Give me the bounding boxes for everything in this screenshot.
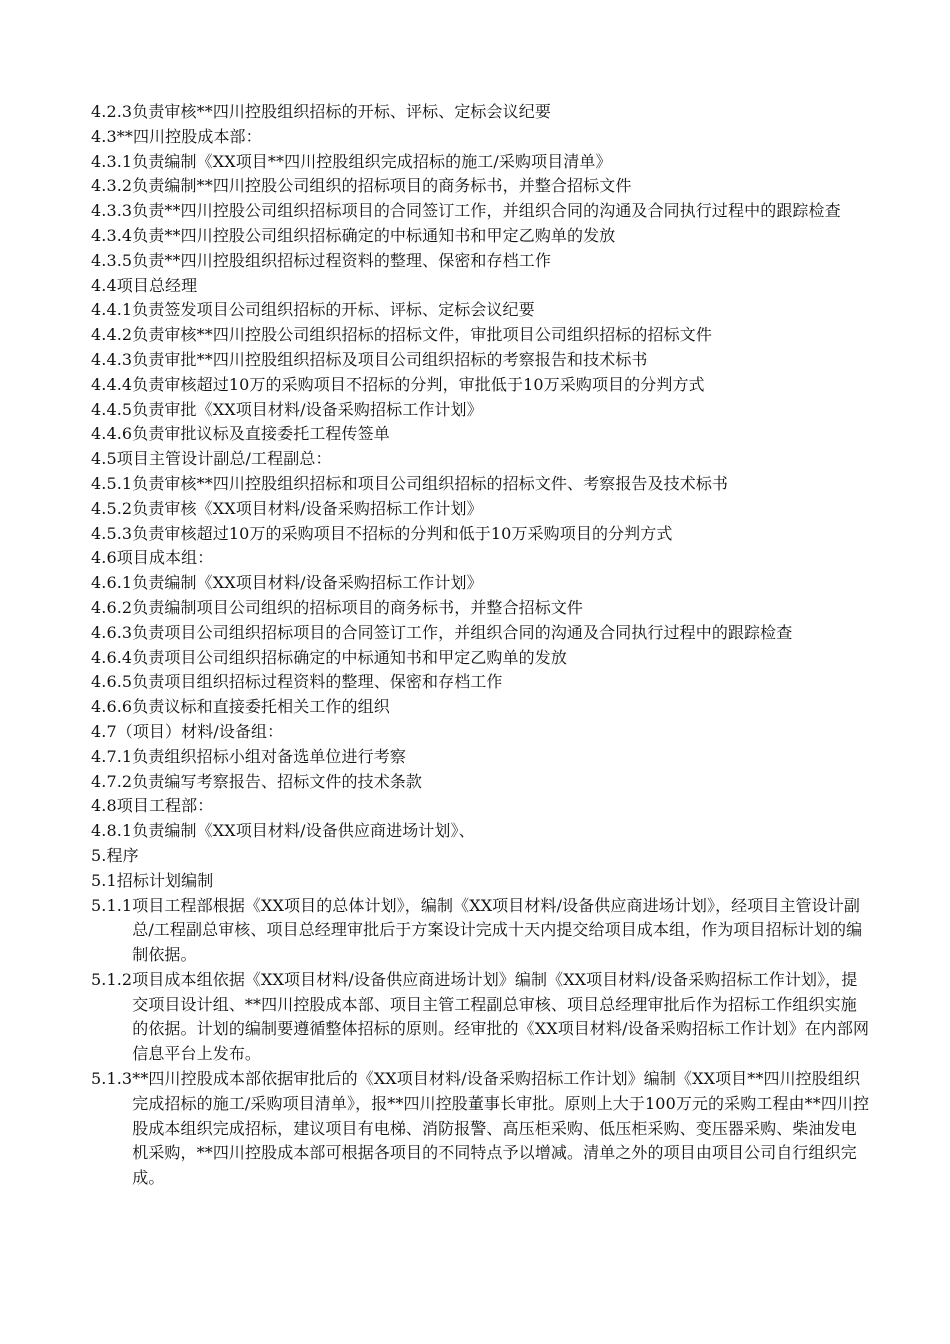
clause-4-6-1 [91, 571, 871, 596]
clause-4-3-2 [91, 174, 871, 199]
clause-number: 4.7.2 [91, 771, 133, 791]
clause-5-1-1 [91, 894, 871, 968]
clause-text: 负责编写考察报告、招标文件的技术条款 [132, 771, 423, 791]
clause-number: 4.6.4 [91, 647, 133, 667]
clause-text: 负责议标和直接委托相关工作的组织 [132, 697, 390, 717]
clause-text: 负责编制项目公司组织的招标项目的商务标书，并整合招标文件 [132, 597, 584, 617]
section-4-6 [91, 546, 871, 571]
clause-4-7-1 [91, 745, 871, 770]
clause-text: 项目工程部： [116, 796, 214, 816]
clause-number: 4.4 [91, 275, 117, 295]
clause-text: 负责编制《XX项目材料/设备采购招标工作计划》 [132, 573, 483, 593]
clause-number: 4.5.1 [91, 473, 133, 493]
clause-text: 负责审核**四川控股组织招标和项目公司组织招标的招标文件、考察报告及技术标书 [132, 473, 729, 493]
clause-4-4-2 [91, 323, 871, 348]
clause-4-4-5 [91, 398, 871, 423]
clause-text: 项目主管设计副总/工程副总： [116, 449, 332, 469]
clause-text: 负责审核超过10万的采购项目不招标的分判，审批低于10万采购项目的分判方式 [132, 374, 705, 394]
section-5 [91, 844, 871, 869]
clause-number: 4.3.4 [91, 225, 133, 245]
clause-number: 5.1.3 [91, 1069, 133, 1089]
clause-number: 4.6.3 [91, 622, 133, 642]
clause-number: 4.4.4 [91, 374, 133, 394]
clause-4-6-5 [91, 670, 871, 695]
section-4-7 [91, 720, 871, 745]
clause-text: 负责编制**四川控股公司组织的招标项目的商务标书，并整合招标文件 [132, 176, 632, 196]
clause-number: 4.3 [91, 126, 117, 146]
clause-text: 负责审批议标及直接委托工程传签单 [132, 424, 390, 444]
clause-text: 负责**四川控股公司组织招标项目的合同签订工作，并组织合同的沟通及合同执行过程中的跟踪检查 [132, 201, 841, 221]
clause-number: 4.6 [91, 548, 117, 568]
clause-text: 负责组织招标小组对备选单位进行考察 [132, 746, 406, 766]
clause-number: 4.6.6 [91, 697, 133, 717]
clause-4-2-3 [91, 100, 871, 125]
clause-number: 4.4.3 [91, 349, 133, 369]
clause-number: 4.2.3 [91, 102, 133, 121]
clause-4-4-4 [91, 373, 871, 398]
clause-text: 项目成本组： [116, 548, 214, 568]
clause-number: 5.1.1 [91, 895, 133, 915]
clause-number: 4.7 [91, 721, 117, 741]
clause-text: 负责审核**四川控股公司组织招标的招标文件，审批项目公司组织招标的招标文件 [132, 325, 712, 345]
clause-number: 4.7.1 [91, 746, 133, 766]
clause-5-1-3 [91, 1067, 871, 1191]
clause-4-4-6 [91, 422, 871, 447]
clause-number: 4.8.1 [91, 821, 133, 841]
clause-number: 5.1 [91, 870, 117, 890]
section-4-8 [91, 794, 871, 819]
clause-number: 5.1.2 [91, 969, 133, 989]
clause-4-3-4 [91, 224, 871, 249]
clause-4-6-4 [91, 646, 871, 671]
clause-number: 4.4.5 [91, 399, 133, 419]
clause-number: 4.3.1 [91, 151, 133, 171]
clause-4-3-1 [91, 150, 871, 175]
clause-text: 项目工程部根据《XX项目的总体计划》，编制《XX项目材料/设备供应商进场计划》，经项目主管设计副总/工程副总审核、项目总经理审批后于方案设计完成十天内提交给项目成本组，作为项目招标计划的编制依据。 [132, 895, 863, 965]
clause-text: 负责审核《XX项目材料/设备采购招标工作计划》 [132, 498, 483, 518]
clause-text: （项目）材料/设备组： [116, 721, 284, 741]
clause-5-1-2 [91, 968, 871, 1067]
clause-4-6-6 [91, 695, 871, 720]
clause-text: 负责签发项目公司组织招标的开标、评标、定标会议纪要 [132, 300, 535, 320]
clause-4-6-2 [91, 596, 871, 621]
clause-4-5-1 [91, 472, 871, 497]
section-4-5 [91, 447, 871, 472]
clause-text: 负责项目公司组织招标确定的中标通知书和甲定乙购单的发放 [132, 647, 567, 667]
clause-number: 4.6.1 [91, 573, 133, 593]
clause-text: 负责审核**四川控股组织招标的开标、评标、定标会议纪要 [132, 102, 551, 121]
clause-text: 程序 [106, 845, 139, 865]
section-4-3 [91, 125, 871, 150]
clause-number: 4.4.6 [91, 424, 133, 444]
clause-text: 负责编制《XX项目**四川控股组织完成招标的施工/采购项目清单》 [132, 151, 612, 171]
clause-number: 4.6.5 [91, 672, 133, 692]
section-4-4 [91, 274, 871, 299]
clause-text: 招标计划编制 [116, 870, 214, 890]
clause-text: 负责**四川控股组织招标过程资料的整理、保密和存档工作 [132, 250, 551, 270]
document-body [91, 100, 871, 1191]
clause-4-3-5 [91, 249, 871, 274]
clause-text: 负责**四川控股公司组织招标确定的中标通知书和甲定乙购单的发放 [132, 225, 616, 245]
clause-4-7-2 [91, 770, 871, 795]
clause-number: 4.6.2 [91, 597, 133, 617]
clause-text: **四川控股成本部依据审批后的《XX项目材料/设备采购招标工作计划》编制《XX项目**四川控股组织完成招标的施工/采购项目清单》，报**四川控股董事长审批。原则上大于100万元的采购工程由**四川控股成本组织完成招标，建议项目有电梯、消防报警、高压柜采购、低压柜采购、变压器采购、柴油发电机采购，**四川控股成本部可根据各项目的不同特点予以增减。清单之外的项目由项目公司自行组织完成。 [132, 1069, 870, 1188]
clause-number: 4.4.1 [91, 300, 133, 320]
clause-number: 5. [91, 845, 107, 865]
clause-4-4-1 [91, 298, 871, 323]
clause-text: 负责审批**四川控股组织招标及项目公司组织招标的考察报告和技术标书 [132, 349, 648, 369]
clause-text: 项目成本组依据《XX项目材料/设备供应商进场计划》编制《XX项目材料/设备采购招标工作计划》，提交项目设计组、**四川控股成本部、项目主管工程副总审核、项目总经理审批后作为招标工作组织实施的依据。计划的编制要遵循整体招标的原则。经审批的《XX项目材料/设备采购招标工作计划》在内部网信息平台上发布。 [132, 969, 870, 1064]
clause-4-5-3 [91, 522, 871, 547]
clause-number: 4.5.2 [91, 498, 133, 518]
clause-text: 负责编制《XX项目材料/设备供应商进场计划》、 [132, 821, 475, 841]
clause-text: 负责审核超过10万的采购项目不招标的分判和低于10万采购项目的分判方式 [132, 523, 673, 543]
clause-4-5-2 [91, 497, 871, 522]
clause-number: 4.3.2 [91, 176, 133, 196]
clause-number: 4.3.5 [91, 250, 133, 270]
clause-number: 4.5.3 [91, 523, 133, 543]
clause-text: 项目总经理 [116, 275, 198, 295]
section-5-1 [91, 869, 871, 894]
clause-4-4-3 [91, 348, 871, 373]
clause-number: 4.3.3 [91, 201, 133, 221]
clause-number: 4.5 [91, 449, 117, 469]
clause-number: 4.8 [91, 796, 117, 816]
clause-number: 4.4.2 [91, 325, 133, 345]
clause-text: 负责项目组织招标过程资料的整理、保密和存档工作 [132, 672, 503, 692]
clause-4-8-1 [91, 819, 871, 844]
clause-text: **四川控股成本部： [116, 126, 262, 146]
clause-text: 负责项目公司组织招标项目的合同签订工作，并组织合同的沟通及合同执行过程中的跟踪检查 [132, 622, 793, 642]
clause-4-6-3 [91, 621, 871, 646]
clause-text: 负责审批《XX项目材料/设备采购招标工作计划》 [132, 399, 483, 419]
clause-4-3-3 [91, 199, 871, 224]
